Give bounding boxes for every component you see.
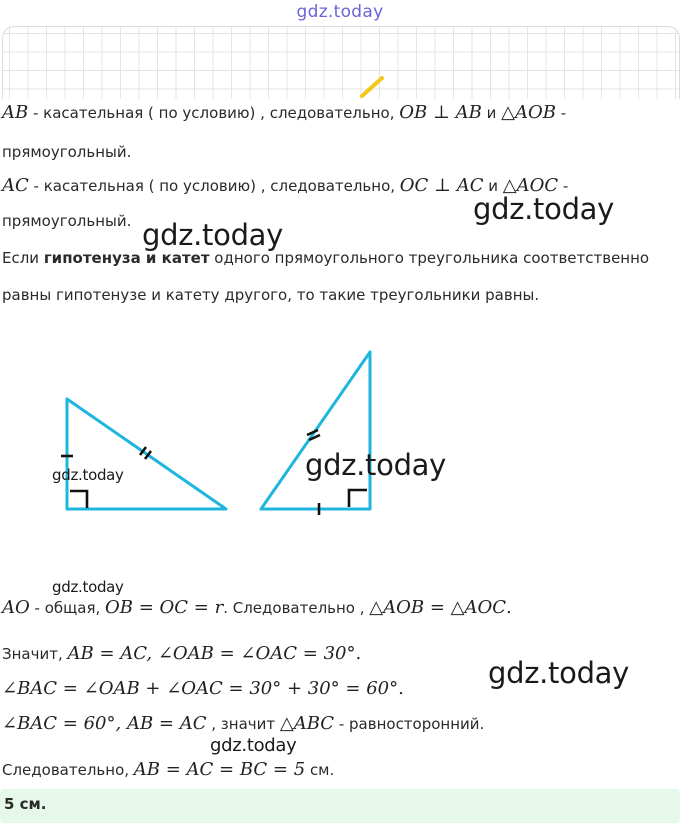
left-triangle [67, 399, 226, 509]
solution-line-5: Если гипотенуза и катет одного прямоугольного треугольника соответственно [2, 249, 650, 267]
solution-line-11: Следовательно, AB = AC = BC = 5 см. [2, 759, 335, 780]
site-watermark-header: gdz.today [296, 2, 384, 22]
solution-line-8: Значит, AB = AC, ∠OAB = ∠OAC = 30°. [2, 643, 362, 664]
watermark: gdz.today [52, 578, 124, 596]
watermark: gdz.today [52, 466, 124, 484]
solution-line-9: ∠BAC = ∠OAB + ∠OAC = 30° + 30° = 60°. [2, 678, 404, 699]
solution-line-10: ∠BAC = 60°, AB = AC , значит △ABC - равносторонний. [2, 713, 485, 734]
watermark: gdz.today [305, 448, 447, 482]
watermark: gdz.today [473, 192, 615, 226]
solution-line-3: AC - касательная ( по условию) , следовательно, OC ⊥ AC и △AOC - [2, 175, 569, 196]
watermark: gdz.today [488, 656, 630, 690]
two-right-triangles-figure [0, 330, 680, 530]
solution-line-4: прямоугольный. [2, 212, 132, 230]
solution-line-1: AB - касательная ( по условию) , следовательно, OB ⊥ AB и △AOB - [2, 102, 567, 123]
solution-line-6: равны гипотенузе и катету другого, то такие треугольники равны. [2, 286, 540, 304]
watermark: gdz.today [142, 218, 284, 252]
watermark: gdz.today [210, 735, 297, 756]
answer-text: 5 см. [4, 795, 47, 813]
answer-box [0, 789, 680, 823]
graph-paper-strip [2, 26, 680, 99]
solution-line-7: AO - общая, OB = OC = r. Следовательно , △AOB = △AOC. [2, 597, 512, 618]
pencil-icon [358, 76, 386, 98]
solution-line-2: прямоугольный. [2, 143, 132, 161]
